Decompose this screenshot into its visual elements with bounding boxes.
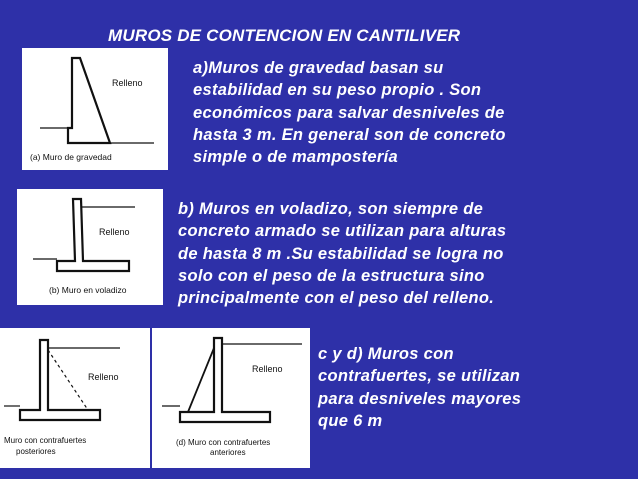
para-b-line: de hasta 8 m .Su estabilidad se logra no [178, 244, 504, 263]
para-a-line: simple o de mampostería [193, 148, 398, 167]
paragraph-a [193, 57, 506, 168]
para-b-line: concreto armado se utilizan para alturas [178, 222, 507, 241]
para-cd-line: contrafuertes, se utilizan [318, 367, 521, 386]
gravity-caption: (a) Muro de gravedad [30, 152, 112, 162]
para-a-line: hasta 3 m. En general son de concreto [193, 125, 506, 144]
rear-caption-2: posteriores [16, 447, 56, 456]
para-a-line: a)Muros de gravedad basan su [193, 59, 444, 77]
para-b-line: solo con el peso de la estructura sino [178, 266, 485, 285]
para-b-line: principalmente con el peso del relleno. [178, 289, 495, 308]
para-cd-line: c y d) Muros con [318, 345, 454, 363]
slide-title: MUROS DE CONTENCION EN CANTILIVER [108, 26, 461, 45]
cantilever-caption: (b) Muro en voladizo [49, 285, 127, 295]
figure-gravity-wall [22, 48, 168, 170]
front-fill-label: Relleno [252, 364, 283, 374]
para-cd-line: que 6 m [318, 411, 383, 430]
para-a-line: estabilidad en su peso propio . Son [193, 81, 482, 100]
paragraph-b [178, 198, 506, 309]
figure-front-counterforts [152, 328, 310, 468]
gravity-wall-shape [68, 58, 110, 143]
rear-fill-label: Relleno [88, 372, 119, 382]
front-caption-2: anteriores [210, 448, 246, 457]
figure-rear-counterforts [0, 328, 150, 468]
rear-counterfort-shape [48, 350, 88, 410]
front-counterfort-wall-shape [180, 338, 270, 422]
cantilever-fill-label: Relleno [99, 227, 130, 237]
front-caption-1: (d) Muro con contrafuertes [176, 438, 271, 447]
para-b-line: b) Muros en voladizo, son siempre de [178, 200, 484, 218]
para-a-line: económicos para salvar desniveles de [193, 103, 505, 122]
gravity-fill-label: Relleno [112, 78, 143, 88]
front-counterfort-shape [188, 348, 214, 412]
para-cd-line: para desniveles mayores [318, 389, 522, 408]
figure-cantilever-wall [17, 189, 163, 305]
rear-caption-1: Muro con contrafuertes [4, 436, 87, 445]
paragraph-cd [318, 343, 521, 432]
